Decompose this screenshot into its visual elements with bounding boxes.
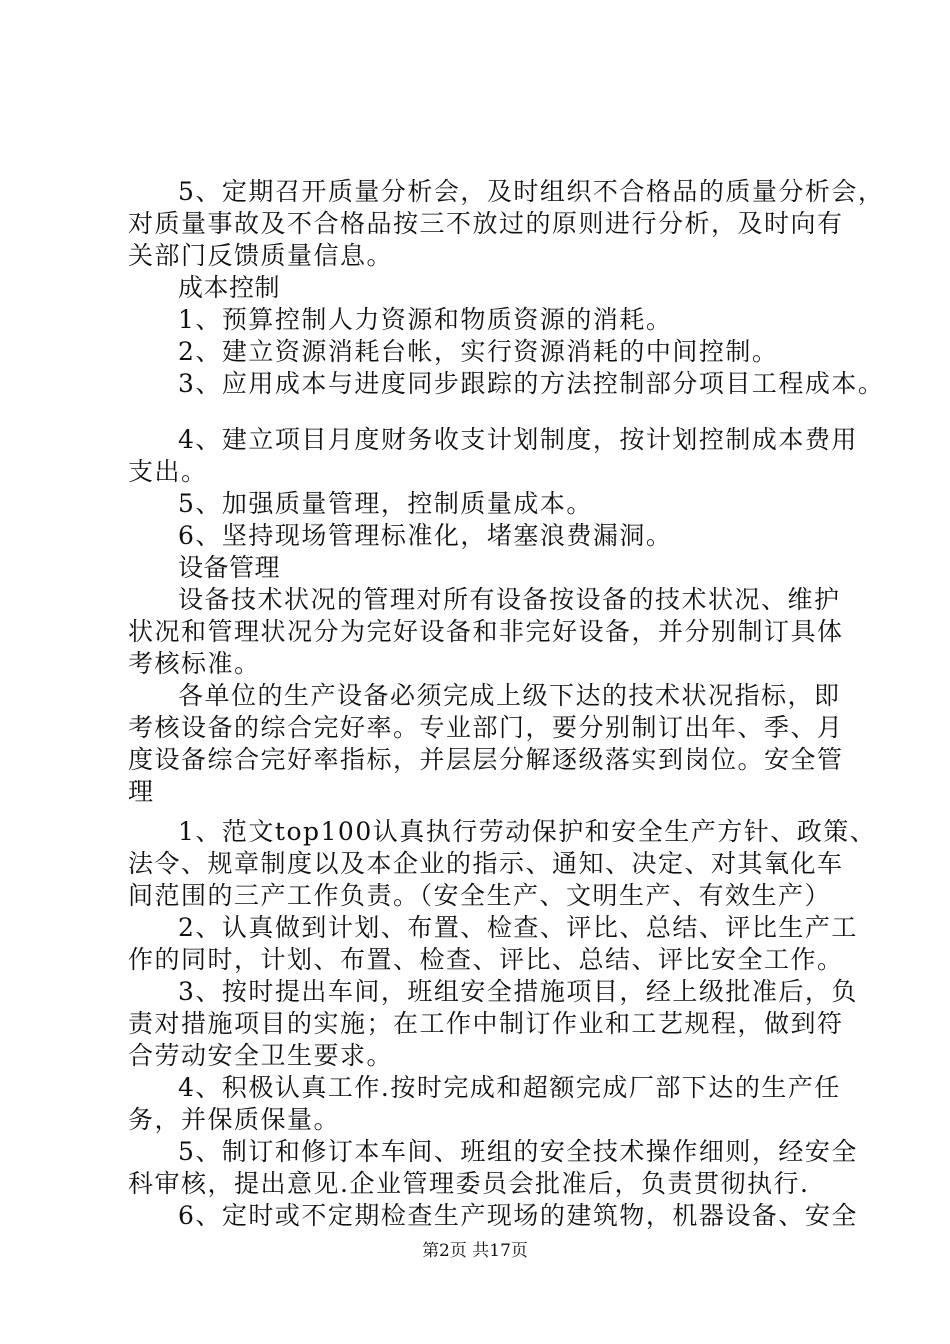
text-line: 法令、规章制度以及本企业的指示、通知、决定、对其氧化车 bbox=[128, 849, 844, 878]
text-line: 4、积极认真工作.按时完成和超额完成厂部下达的生产任 bbox=[178, 1073, 841, 1102]
text-line: 1、范文top100认真执行劳动保护和安全生产方针、政策、 bbox=[178, 817, 877, 846]
text-line: 2、建立资源消耗台帐，实行资源消耗的中间控制。 bbox=[178, 337, 779, 366]
text-line: 状况和管理状况分为完好设备和非完好设备，并分别制订具体 bbox=[128, 617, 844, 646]
text-line: 考核标准。 bbox=[128, 649, 261, 678]
text-line: 设备技术状况的管理对所有设备按设备的技术状况、维护 bbox=[178, 585, 841, 614]
text-line: 支出。 bbox=[128, 457, 208, 486]
text-line: 理 bbox=[128, 777, 155, 806]
text-line: 5、制订和修订本车间、班组的安全技术操作细则，经安全 bbox=[178, 1137, 858, 1166]
text-line: 对质量事故及不合格品按三不放过的原则进行分析，及时向有 bbox=[128, 209, 844, 238]
text-line: 合劳动安全卫生要求。 bbox=[128, 1041, 394, 1070]
text-line: 5、定期召开质量分析会，及时组织不合格品的质量分析会， bbox=[178, 177, 885, 206]
text-line: 3、按时提出车间，班组安全措施项目，经上级批准后，负 bbox=[178, 977, 858, 1006]
text-line: 间范围的三产工作负责。（安全生产、文明生产、有效生产） bbox=[128, 881, 832, 910]
text-line: 科审核，提出意见.企业管理委员会批准后，负责贯彻执行. bbox=[128, 1169, 810, 1198]
text-line: 各单位的生产设备必须完成上级下达的技术状况指标，即 bbox=[178, 681, 841, 710]
text-line: 考核设备的综合完好率。专业部门，要分别制订出年、季、月 bbox=[128, 713, 844, 742]
section-heading: 成本控制 bbox=[178, 273, 281, 302]
text-line: 责对措施项目的实施；在工作中制订作业和工艺规程，做到符 bbox=[128, 1009, 844, 1038]
text-line: 关部门反馈质量信息。 bbox=[128, 241, 394, 270]
text-line: 6、坚持现场管理标准化，堵塞浪费漏洞。 bbox=[178, 521, 673, 550]
text-line: 2、认真做到计划、布置、检查、评比、总结、评比生产工 bbox=[178, 913, 858, 942]
text-line: 度设备综合完好率指标，并层层分解逐级落实到岗位。安全管 bbox=[128, 745, 844, 774]
text-line: 6、定时或不定期检查生产现场的建筑物，机器设备、安全 bbox=[178, 1201, 858, 1230]
text-line: 5、加强质量管理，控制质量成本。 bbox=[178, 489, 593, 518]
section-heading: 设备管理 bbox=[178, 553, 281, 582]
text-line: 1、预算控制人力资源和物质资源的消耗。 bbox=[178, 305, 673, 334]
text-line: 务，并保质保量。 bbox=[128, 1105, 341, 1134]
text-line: 作的同时，计划、布置、检查、评比、总结、评比安全工作。 bbox=[128, 945, 844, 974]
text-line: 3、应用成本与进度同步跟踪的方法控制部分项目工程成本。 bbox=[178, 369, 885, 398]
text-line: 4、建立项目月度财务收支计划制度，按计划控制成本费用 bbox=[178, 425, 858, 454]
page-footer: 第2页 共17页 bbox=[422, 1241, 528, 1261]
